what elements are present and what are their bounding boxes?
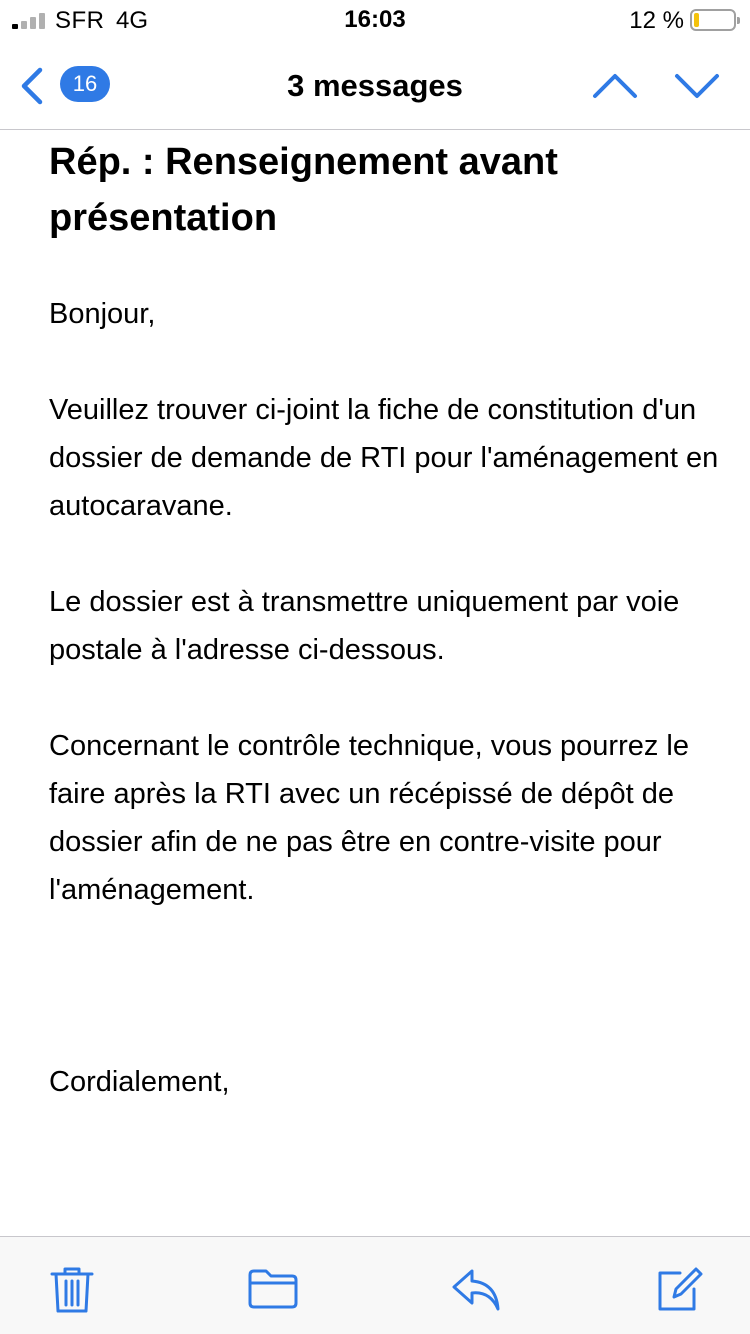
folder-icon xyxy=(246,1265,300,1313)
trash-icon xyxy=(48,1265,96,1315)
move-to-folder-button[interactable] xyxy=(246,1265,300,1318)
navigation-bar xyxy=(0,44,750,130)
status-bar xyxy=(0,0,750,40)
chevron-up-icon xyxy=(592,66,638,106)
message-paragraph: Le dossier est à transmettre uniquement par voie postale à l'adresse ci-dessous. xyxy=(49,586,680,666)
message-closing: Cordialement, xyxy=(49,1066,230,1098)
reply-button[interactable] xyxy=(450,1265,502,1318)
compose-button[interactable] xyxy=(654,1265,704,1320)
battery-percent: 12 % xyxy=(629,7,684,34)
next-message-button[interactable] xyxy=(674,66,720,111)
unread-count-badge: 16 xyxy=(60,66,110,102)
bottom-toolbar xyxy=(0,1236,750,1334)
thread-title: 3 messages xyxy=(287,68,463,103)
chevron-down-icon xyxy=(674,66,720,106)
message-subject: Rép. : Renseignement avant présentation xyxy=(49,141,558,239)
message-paragraph: Concernant le contrôle technique, vous pourrez le faire après la RTI avec un récépissé de dépôt de dossier afin de ne pas être en contre-visite pour l'aménagement. xyxy=(49,730,689,906)
network-type: 4G xyxy=(116,7,149,34)
previous-message-button[interactable] xyxy=(592,66,638,111)
reply-icon xyxy=(450,1265,502,1313)
message-greeting: Bonjour, xyxy=(49,298,156,330)
delete-button[interactable] xyxy=(48,1265,96,1320)
compose-icon xyxy=(654,1265,704,1315)
battery-icon xyxy=(690,9,736,31)
carrier-name: SFR xyxy=(55,7,105,34)
status-time: 16:03 xyxy=(344,6,406,33)
message-paragraph: Veuillez trouver ci-joint la fiche de constitution d'un dossier de demande de RTI pour l'aménagement en autocaravane. xyxy=(49,394,719,522)
